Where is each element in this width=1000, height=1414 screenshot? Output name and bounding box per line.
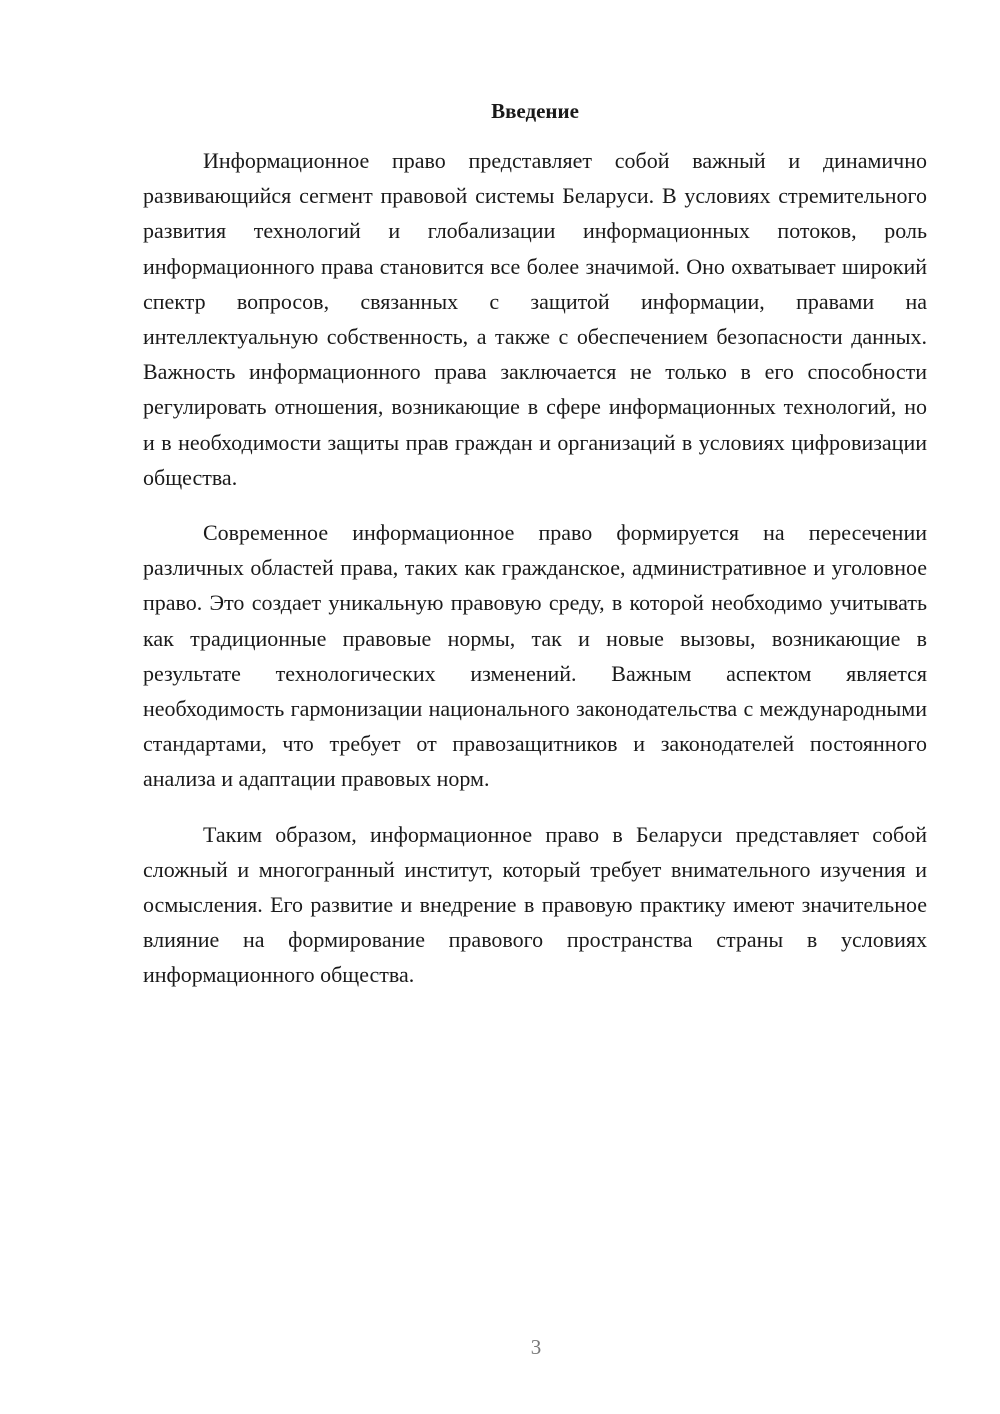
section-heading: Введение <box>491 99 579 123</box>
page-number: 3 <box>530 1335 542 1359</box>
paragraph-3: Таким образом, информационное право в Беларуси представляет собой сложный и многогранный институт, который требует внимательного изучения и осмысления. Его развитие и внедрение в правовую практику имеют значительное влияние на формирование правового пространства страны в условиях информационного общества. <box>143 821 927 988</box>
paragraph-1: Информационное право представляет собой важный и динамично развивающийся сегмент правовой системы Беларуси. В условиях стремительного развития технологий и глобализации информационных потоков, роль информационного права становится все более значимой. Оно охватывает широкий спектр вопросов, связанных с защитой информации, правами на интеллектуальную собственность, а также с обеспечением безопасности данных. Важность информационного права заключается не только в его способности регулировать отношения, возникающие в сфере информационных технологий, но и в необходимости защиты прав граждан и организаций в условиях цифровизации общества. <box>143 148 927 490</box>
document-body <box>143 143 927 993</box>
paragraph-2: Современное информационное право формируется на пересечении различных областей права, таких как гражданское, административное и уголовное право. Это создает уникальную правовую среду, в которой необходимо учитывать как традиционные правовые нормы, так и новые вызовы, возникающие в результате технологических изменений. Важным аспектом является необходимость гармонизации национального законодательства с международными стандартами, что требует от правозащитников и законодателей постоянного анализа и адаптации правовых норм. <box>143 520 927 792</box>
